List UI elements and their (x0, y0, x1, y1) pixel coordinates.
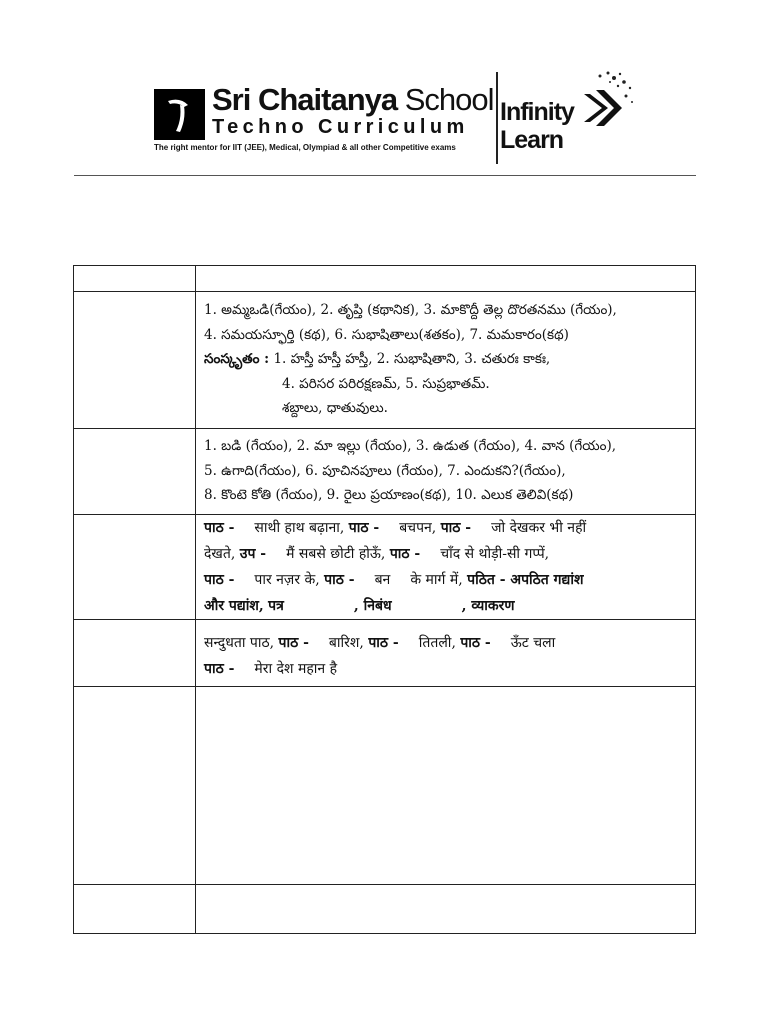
lesson-text: बचपन, (399, 520, 437, 536)
nibandh-label: , निबंध (353, 598, 392, 614)
syllabus-table (73, 265, 696, 934)
lesson-text: देखते, (204, 546, 236, 562)
table-cell (74, 292, 196, 429)
table-cell (74, 429, 196, 515)
path-label: पाठ - (389, 546, 421, 562)
lesson-text: तितली, (418, 635, 456, 651)
partner-logo-line1: Infinity (500, 98, 574, 126)
table-cell (196, 429, 696, 515)
hindi1-line3 (204, 567, 687, 593)
telugu1-line2: 4. సమయస్ఫూర్తి (కథ), 6. సుభాషితాలు(శతకం), 7. మమకారం(కథ) (204, 326, 569, 343)
aur-padyansh: और पद्यांश, (204, 598, 264, 614)
hindi1-line2 (204, 541, 687, 567)
table-row-empty-2 (74, 885, 696, 934)
lesson-text: साथी हाथ बढ़ाना, (254, 520, 345, 536)
table-cell (196, 266, 696, 292)
telugu1-line1: 1. అమ్మఒడి(గేయం), 2. తృప్తి (కథానిక), 3. మాకొద్దీ తెల్ల దొరతనము (గేయం), (204, 302, 617, 318)
path-label: पाठ - (204, 520, 235, 536)
vyakaran-label: , व्याकरण (461, 598, 515, 614)
table-row-telugu-1 (74, 292, 696, 429)
table-cell (196, 687, 696, 885)
lesson-text: मैं सबसे छोटी होऊँ, (286, 546, 386, 562)
lesson-text: मेरा देश महान है (254, 661, 338, 677)
brand-name: Sri Chaitanya (212, 82, 398, 117)
path-label: पाठ - (460, 635, 491, 651)
path-label: पाठ - (278, 635, 309, 651)
header-rule (74, 175, 696, 176)
table-header-row (74, 266, 696, 292)
telugu2-line1: 1. బడి (గేయం), 2. మా ఇల్లు (గేయం), 3. ఉడుత (గేయం), 4. వాన (గేయం), (204, 438, 617, 454)
logo-divider (496, 72, 498, 164)
table-cell (74, 515, 196, 620)
table-cell (196, 620, 696, 687)
path-label: पाठ - (440, 520, 472, 536)
lesson-text: जो देखकर भी नहीं (491, 520, 587, 536)
table-row-hindi-1 (74, 515, 696, 620)
telugu2-line3: 8. కొంటె కోతి (గేయం), 9. రైలు ప్రయాణం(కథ), 10. ఎలుక తెలివి(కథ) (204, 487, 574, 503)
path-label: पाठ - (204, 661, 235, 677)
path-label: पाठ - (204, 572, 235, 588)
path-label: पाठ - (324, 572, 355, 588)
lesson-text: बन (374, 572, 391, 588)
partner-logo-line2: Learn (500, 126, 564, 154)
table-cell (196, 515, 696, 620)
table-cell (74, 885, 196, 934)
table-cell (74, 266, 196, 292)
sanskrit-line3: శబ్దాలు, ధాతువులు. (282, 400, 388, 416)
telugu2-line2: 5. ఉగాది(గేయం), 6. పూచినపూలు (గేయం), 7. ఎందుకని?(గేయం), (204, 462, 566, 479)
lesson-text: सन्दुधता पाठ, (204, 635, 275, 651)
lesson-text: चाँद से थोड़ी-सी गप्पें, (440, 546, 550, 562)
lesson-text: ऊँट चला (510, 635, 556, 651)
brand-tagline: The right mentor for IIT (JEE), Medical, Olympiad & all other Competitive exams (154, 143, 456, 152)
hindi1-line1 (204, 515, 687, 541)
pathit-label: पठित - अपठित गद्यांश (467, 572, 584, 588)
patra-label: पत्र (268, 598, 284, 614)
sanskrit-line1 (204, 347, 687, 372)
upa-label: उप - (239, 546, 267, 562)
table-cell (196, 292, 696, 429)
sanskrit-label: సంస్కృతం : (204, 351, 270, 367)
path-label: पाठ - (348, 520, 380, 536)
page-header (0, 0, 768, 180)
table-cell (196, 885, 696, 934)
table-row-telugu-2 (74, 429, 696, 515)
brand-subtitle: Techno Curriculum (212, 116, 469, 138)
lesson-text: बारिश, (328, 635, 364, 651)
logo-emblem-icon (154, 89, 205, 140)
brand-title (212, 84, 494, 115)
sri-chaitanya-logo (154, 89, 205, 140)
hindi2-line2 (204, 656, 687, 682)
sanskrit-text1: 1. హస్తీ హస్తీ హస్తీ, 2. సుభాషితాని, 3. చతురః కాకః, (273, 351, 551, 367)
hindi2-line1 (204, 630, 687, 656)
table-cell (74, 687, 196, 885)
table-cell (74, 620, 196, 687)
path-label: पाठ - (368, 635, 399, 651)
hindi1-line4 (204, 593, 687, 619)
lesson-text: के मार्ग में, (410, 572, 463, 588)
sanskrit-line2: 4. పరిసర పరిరక్షణమ్, 5. సుప్రభాతమ్. (282, 375, 490, 392)
table-row-empty-1 (74, 687, 696, 885)
infinity-learn-arrow-icon (580, 68, 640, 138)
table-row-hindi-2 (74, 620, 696, 687)
brand-school: School (404, 82, 494, 117)
lesson-text: पार नज़र के, (254, 572, 320, 588)
